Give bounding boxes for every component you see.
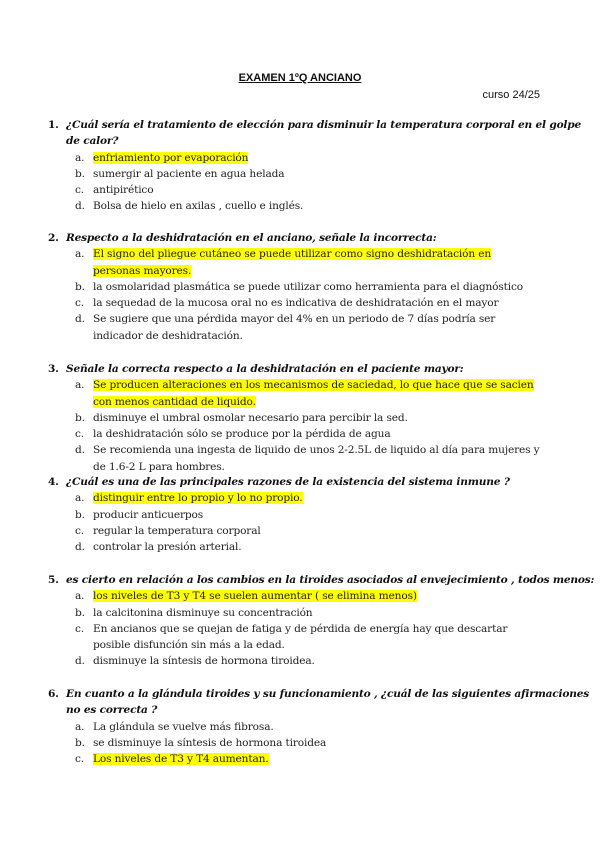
answer-option	[48, 311, 558, 344]
question-number: 2.	[48, 232, 59, 244]
question-text	[48, 361, 558, 377]
option-letter: a.	[75, 379, 85, 392]
option-text: la sequedad de la mucosa oral no es indicativa de deshidratación en el mayor	[93, 297, 499, 310]
answer-option	[48, 653, 558, 669]
option-text: la osmolaridad plasmática se puede utilizar como herramienta para el diagnóstico	[93, 280, 524, 293]
answer-option	[48, 507, 558, 523]
option-text: sumergir al paciente en agua helada	[93, 167, 285, 180]
option-letter: b.	[75, 606, 85, 619]
option-text: con menos cantidad de liquido.	[93, 395, 256, 408]
option-text: la deshidratación sólo se produce por la pérdida de agua	[93, 428, 391, 441]
option-text: personas mayores.	[93, 264, 192, 277]
option-text: disminuye la síntesis de hormona tiroidea.	[93, 655, 315, 668]
question-text	[48, 117, 582, 150]
option-letter: c.	[75, 524, 85, 537]
option-text: La glándula se vuelve más fibrosa.	[93, 720, 274, 733]
answer-option	[48, 621, 558, 654]
option-letter: d.	[75, 541, 85, 554]
answer-option-highlighted	[48, 150, 558, 166]
answer-option	[48, 442, 558, 475]
answer-option	[48, 523, 558, 539]
option-text: regular la temperatura corporal	[93, 524, 261, 537]
option-text: En ancianos que se quejan de fatiga y de pérdida de energía hay que descartar	[93, 622, 508, 635]
answer-option	[48, 539, 558, 555]
answer-option	[48, 295, 558, 311]
option-letter: b.	[75, 508, 85, 521]
question-line: ¿Cuál sería el tratamiento de elección para disminuir la temperatura corporal en el golpe	[66, 119, 582, 131]
option-text: se disminuye la síntesis de hormona tiroidea	[93, 736, 327, 749]
option-letter: a.	[75, 151, 85, 164]
question-line: no es correcta ?	[66, 704, 158, 717]
option-letter: a.	[75, 720, 85, 733]
question-3	[48, 361, 558, 475]
question-text	[48, 572, 595, 588]
option-text: Se sugiere que una pérdida mayor del 4% en un periodo de 7 días podría ser	[93, 313, 496, 326]
answer-option	[48, 198, 558, 214]
option-text: posible disfunción sin más a la edad.	[93, 639, 285, 652]
question-text	[48, 230, 558, 246]
question-line: Respecto a la deshidratación en el anciano, señale la incorrecta:	[66, 232, 437, 244]
option-text: Bolsa de hielo en axilas , cuello e inglés.	[93, 200, 304, 213]
question-number: 4.	[48, 476, 59, 488]
option-letter: b.	[75, 280, 85, 293]
answer-option	[48, 605, 558, 621]
answer-option-highlighted	[48, 588, 558, 604]
option-letter: d.	[75, 444, 85, 457]
question-line: En cuanto a la glándula tiroides y su funcionamiento , ¿cuál de las siguientes afirmaciones	[66, 688, 590, 700]
question-line: de calor?	[66, 135, 119, 148]
option-letter: b.	[75, 167, 85, 180]
option-text: la calcitonina disminuye su concentración	[93, 606, 313, 619]
option-text: Se recomienda una ingesta de liquido de unos 2-2.5L de liquido al día para mujeres y	[93, 444, 540, 457]
option-text: los niveles de T3 y T4 se suelen aumentar ( se elimina menos)	[93, 590, 417, 603]
answer-option-highlighted	[48, 246, 558, 279]
option-text: distinguir entre lo propio y lo no propio.	[93, 492, 303, 505]
answer-option-highlighted	[48, 377, 558, 410]
question-6	[48, 686, 590, 767]
option-text: indicador de deshidratación.	[93, 329, 243, 342]
option-letter: c.	[75, 297, 85, 310]
option-letter: c.	[75, 184, 85, 197]
option-letter: d.	[75, 655, 85, 668]
question-text	[48, 686, 590, 719]
question-number: 6.	[48, 688, 59, 700]
option-text: Se producen alteraciones en los mecanismos de saciedad, lo que hace que se sacien	[93, 379, 534, 392]
answer-option	[48, 166, 558, 182]
option-text: enfriamiento por evaporación	[93, 151, 249, 164]
course-label: curso 24/25	[482, 89, 540, 101]
answer-option	[48, 426, 558, 442]
exam-title: EXAMEN 1ºQ ANCIANO	[238, 72, 362, 84]
question-2	[48, 230, 558, 344]
answer-option	[48, 719, 558, 735]
option-letter: b.	[75, 411, 85, 424]
option-letter: a.	[75, 492, 85, 505]
answer-option	[48, 182, 558, 198]
option-text: producir anticuerpos	[93, 508, 204, 521]
question-text	[48, 474, 558, 490]
option-letter: c.	[75, 622, 85, 635]
question-1	[48, 117, 582, 215]
option-text: disminuye el umbral osmolar necesario para percibir la sed.	[93, 411, 408, 424]
answer-option	[48, 735, 558, 751]
option-letter: a.	[75, 248, 85, 261]
option-letter: c.	[75, 428, 85, 441]
answer-option	[48, 410, 558, 426]
option-letter: d.	[75, 200, 85, 213]
option-text: de 1.6-2 L para hombres.	[93, 460, 225, 473]
option-text: antipirético	[93, 184, 154, 197]
option-text: controlar la presión arterial.	[93, 541, 242, 554]
option-letter: a.	[75, 590, 85, 603]
question-line: ¿Cuál es una de las principales razones de la existencia del sistema inmune ?	[66, 476, 510, 488]
question-number: 3.	[48, 363, 59, 375]
question-number: 5.	[48, 574, 59, 586]
option-text: Los niveles de T3 y T4 aumentan.	[93, 753, 269, 766]
question-line: Señale la correcta respecto a la deshidratación en el paciente mayor:	[66, 363, 464, 375]
answer-option	[48, 279, 558, 295]
option-letter: c.	[75, 753, 85, 766]
answer-option-highlighted	[48, 490, 558, 506]
option-letter: d.	[75, 313, 85, 326]
question-5	[48, 572, 595, 670]
option-letter: b.	[75, 736, 85, 749]
question-4	[48, 474, 558, 555]
question-line: es cierto en relación a los cambios en la tiroides asociados al envejecimiento , todos menos:	[66, 574, 595, 586]
answer-option-highlighted	[48, 751, 558, 767]
question-number: 1.	[48, 119, 59, 131]
option-text: El signo del pliegue cutáneo se puede utilizar como signo deshidratación en	[93, 248, 492, 261]
